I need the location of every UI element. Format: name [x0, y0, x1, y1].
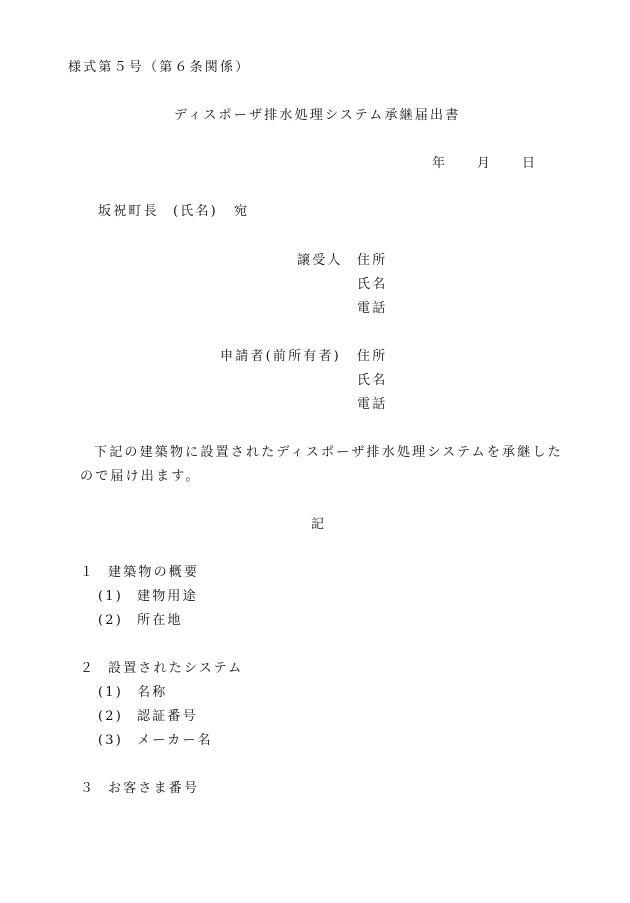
- notation-heading: 記: [311, 517, 327, 532]
- document-title: ディスポーザ排水処理システム承継届出書: [174, 108, 461, 123]
- section-number: １: [80, 565, 96, 580]
- transferee-phone-label: 電話: [357, 301, 388, 316]
- applicant-role-label: 申請者(前所有者): [220, 349, 341, 364]
- addressee-name-placeholder: (氏名): [173, 204, 218, 219]
- item-number: (2): [98, 613, 124, 628]
- form-number: 様式第５号（第６条関係）: [68, 60, 251, 75]
- statement-paragraph: 下記の建築物に設置されたディスポーザ排水処理システムを承継したので届け出ます。: [80, 445, 563, 484]
- addressee-suffix: 宛: [234, 204, 250, 219]
- section-heading: 建築物の概要: [108, 565, 200, 580]
- item-number: (3): [98, 733, 124, 748]
- section-heading: 設置されたシステム: [108, 661, 244, 676]
- item-number: (1): [98, 589, 124, 604]
- section-heading: お客さま番号: [108, 781, 200, 796]
- addressee-name: 坂祝町長: [98, 204, 159, 219]
- applicant-name-label: 氏名: [357, 373, 388, 388]
- item-number: (2): [98, 709, 124, 724]
- transferee-address-label: 住所: [357, 253, 388, 268]
- item-label: 認証番号: [137, 709, 198, 724]
- applicant-phone-label: 電話: [357, 397, 388, 412]
- transferee-name-label: 氏名: [357, 277, 388, 292]
- transferee-role-label: 譲受人: [297, 253, 343, 268]
- section-number: ２: [80, 661, 96, 676]
- date-month-label: 月: [477, 156, 493, 171]
- item-label: 名称: [137, 685, 168, 700]
- item-number: (1): [98, 685, 124, 700]
- applicant-address-label: 住所: [357, 349, 388, 364]
- item-label: 所在地: [137, 613, 183, 628]
- item-label: 建物用途: [137, 589, 198, 604]
- item-label: メーカー名: [137, 733, 213, 748]
- section-number: ３: [80, 781, 96, 796]
- date-year-label: 年: [432, 156, 448, 171]
- date-day-label: 日: [522, 156, 538, 171]
